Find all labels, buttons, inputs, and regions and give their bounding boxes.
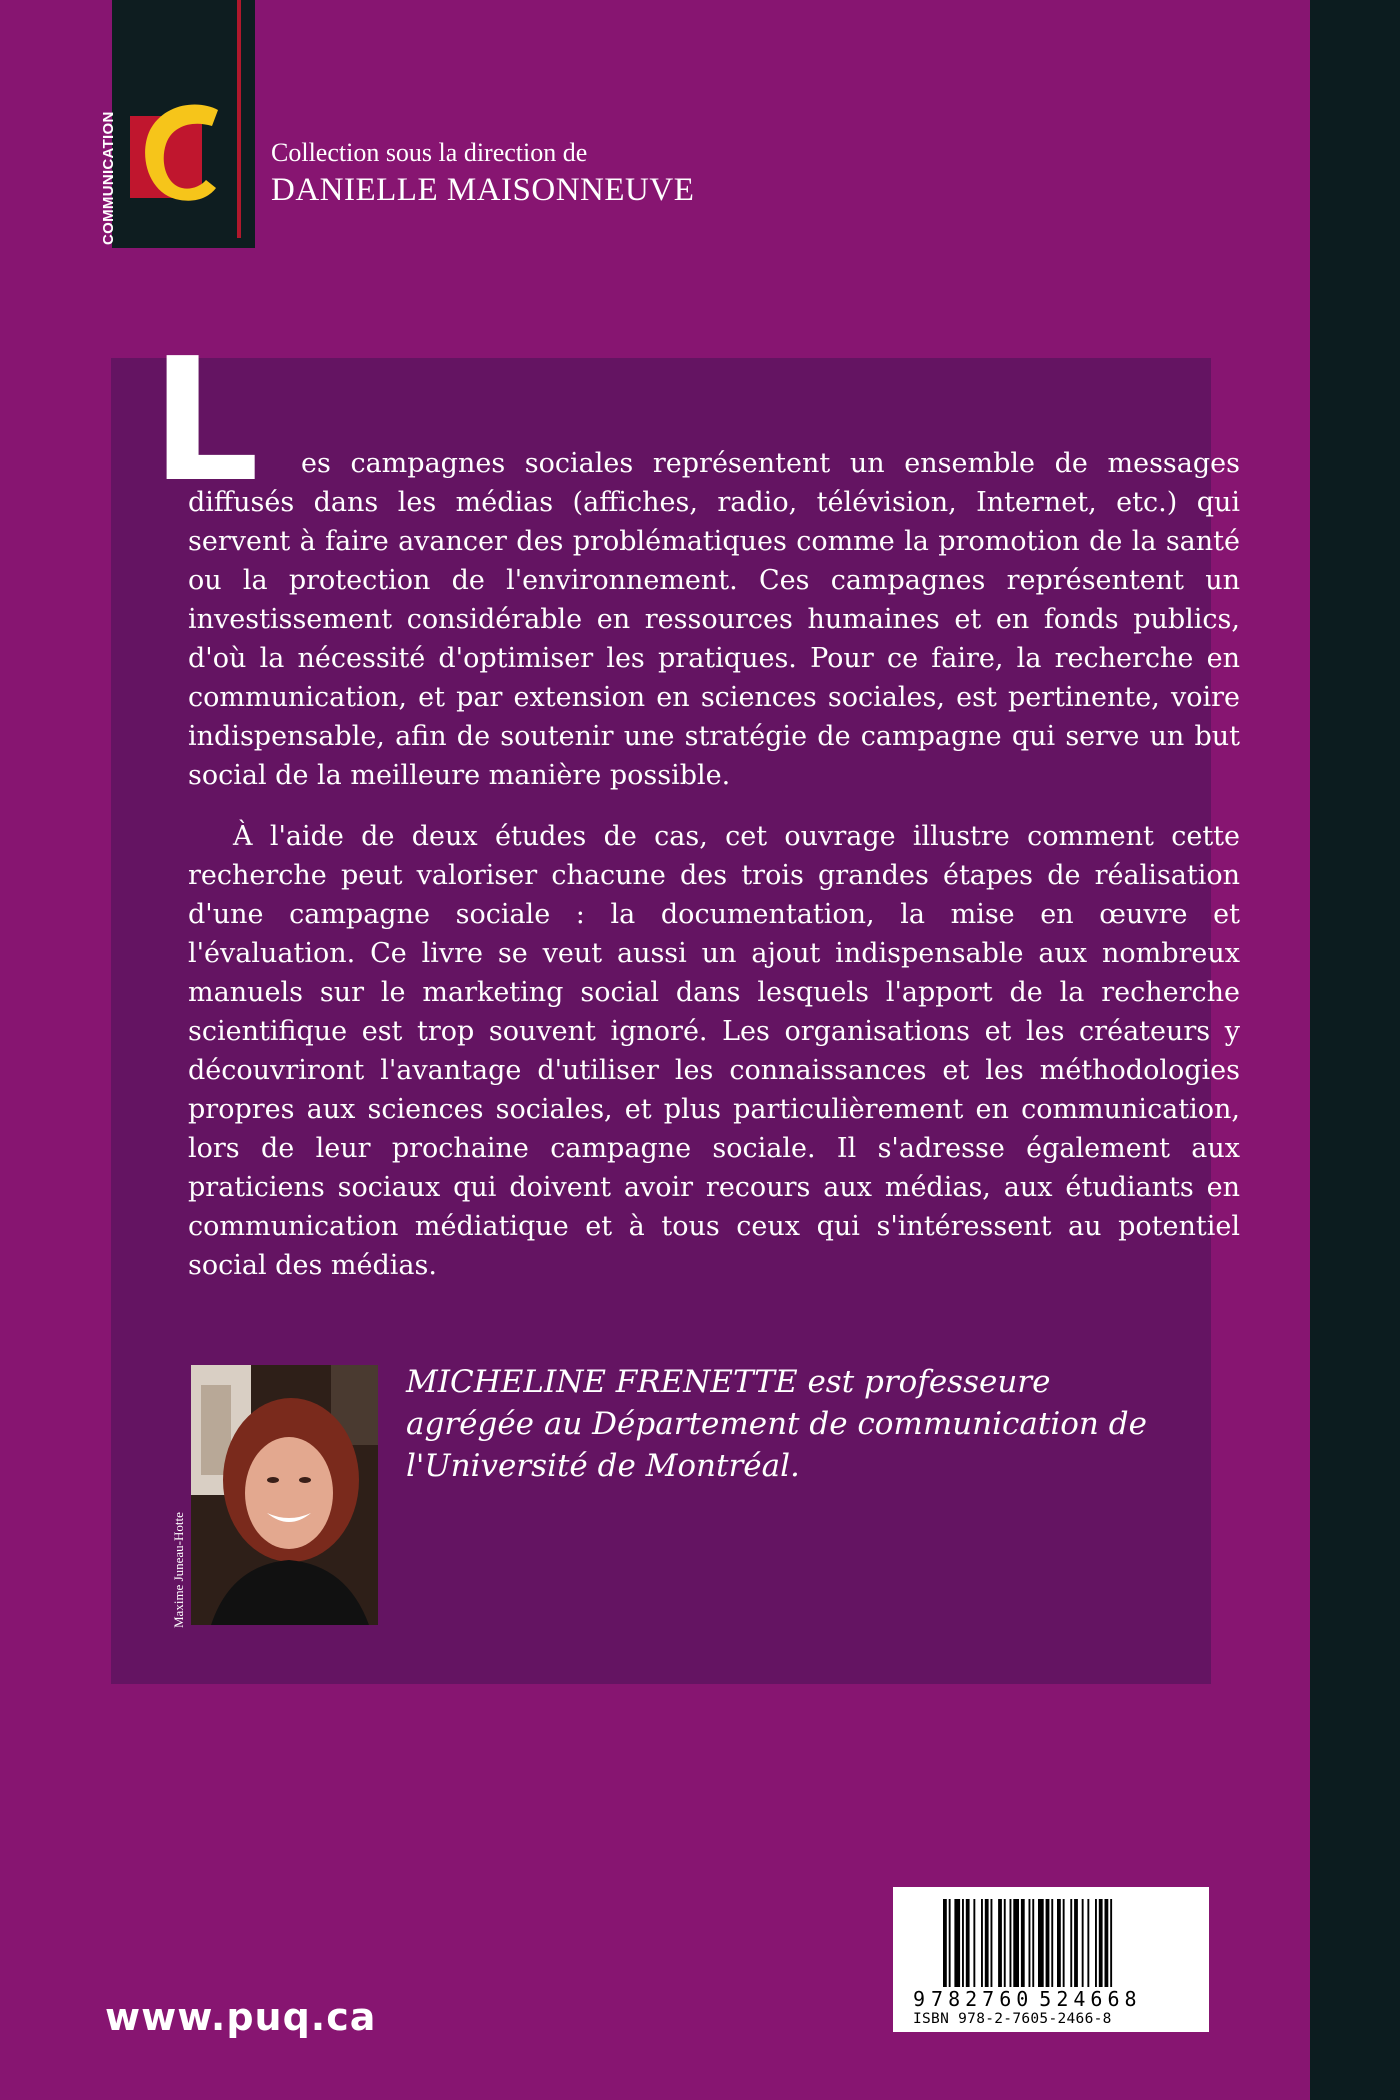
summary-panel — [111, 322, 1240, 1684]
summary-paragraph-1: es campagnes sociales représentent un ensemble de messages diffusés dans les médias (affiches, radio, télévision, Internet, etc.) qui servent à faire avancer des problématiques comme la promotion de la santé ou la protection de l'environnement. Ces campagnes représentent un investissement considérable en ressources humaines et en fonds publics, d'où la nécessité d'optimiser les pratiques. Pour ce faire, la recherche en communication, et par extension en sciences sociales, est pertinente, voire indispensable, afin de soutenir une stratégie de campagne qui serve un but social de la meilleure manière possible. — [188, 448, 1240, 791]
barcode-group-1: 782760 — [931, 1987, 1034, 2011]
series-label: COMMUNICATION — [100, 111, 117, 245]
barcode-group-2: 524668 — [1039, 1987, 1142, 2011]
drop-cap: L — [151, 322, 260, 520]
barcode-digits — [913, 1987, 1203, 2011]
series-logo-accent-line — [237, 0, 241, 238]
collection-direction-label: Collection sous la direction de — [271, 138, 588, 167]
spine-band — [1310, 0, 1400, 2100]
author-bio: MICHELINE FRENETTE est professeure agrégée au Département de communication de l'Université de Montréal. — [406, 1364, 1147, 1484]
communication-logo-icon — [130, 100, 225, 215]
barcode-lead-digit: 9 — [913, 1987, 926, 2011]
summary-text — [188, 444, 1240, 1344]
isbn-barcode — [893, 1887, 1209, 2032]
isbn-text: ISBN 978-2-7605-2466-8 — [913, 2011, 1112, 2027]
summary-paragraph-2: À l'aide de deux études de cas, cet ouvrage illustre comment cette recherche peut valoriser chacune des trois grandes étapes de réalisation d'une campagne sociale : la documentation, la mise en œuvre et l'évaluation. Ce livre se veut aussi un ajout indispensable aux nombreux manuels sur le marketing social dans lesquels l'apport de la recherche scientifique est trop souvent ignoré. Les organisations et les créateurs y découvriront l'avantage d'utiliser les connaissances et les méthodologies propres aux sciences sociales, et plus particulièrement en communication, lors de leur prochaine campagne sociale. Il s'adresse également aux praticiens sociaux qui doivent avoir recours aux médias, aux étudiants en communication médiatique et à tous ceux qui s'intéressent au potentiel social des médias. — [188, 821, 1240, 1281]
collection-director-name: DANIELLE MAISONNEUVE — [271, 172, 695, 208]
barcode-bars-icon — [943, 1899, 1173, 1987]
author-portrait-image — [191, 1365, 378, 1625]
collection-credit — [271, 138, 694, 209]
publisher-website[interactable]: www.puq.ca — [105, 1995, 377, 2039]
author-photo — [191, 1365, 378, 1625]
photo-credit: Maxime Juneau-Hotte — [171, 1512, 186, 1628]
